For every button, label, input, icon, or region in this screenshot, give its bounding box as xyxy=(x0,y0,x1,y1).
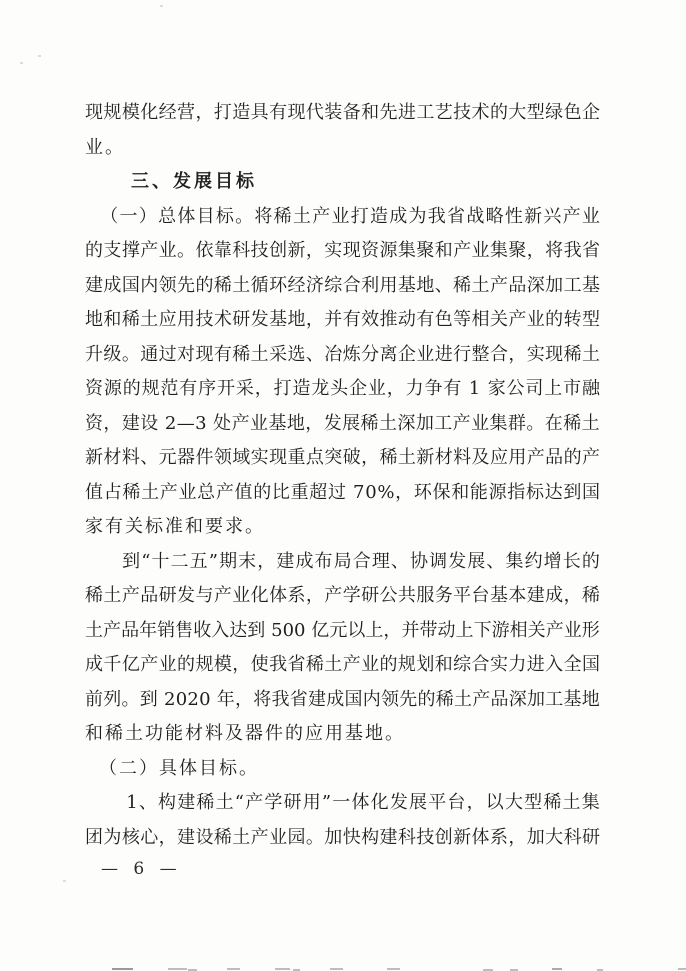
text-line-10: 资 ， 建 设 2 — 3 处 产 业 基 地 ， 发 展 稀 土 深 加 工 产 业 集 群 。 在 稀 土 xyxy=(85,412,600,434)
text-line-19: 和稀土功能材料及器件的应用基地。 xyxy=(85,723,405,744)
scan-speck xyxy=(160,5,163,7)
text-line-5: 的 支 撑 产 业 。 依 靠 科 技 创 新 ， 实 现 资 源 集 聚 和 产 业 集 聚 ， 将 我 省 xyxy=(85,240,600,261)
scan-artifact-dash xyxy=(227,968,240,970)
text-line-22: 团 为 核 心 ， 建 设 稀 土 产 业 园 。 加 快 构 建 科 技 创 新 体 系 ， 加 大 科 研 xyxy=(85,826,600,848)
text-line-15: 稀 土 产 品 研 发 与 产 业 化 体 系 ， 产 学 研 公 共 服 务 平 台 基 本 建 成 ， 稀 xyxy=(85,585,600,606)
scan-speck xyxy=(63,880,66,882)
scan-artifact-dash xyxy=(275,968,290,970)
text-line-13: 家有关标准和要求。 xyxy=(85,516,265,537)
text-line-2: 业。 xyxy=(85,136,125,158)
scan-artifact-dash xyxy=(112,968,133,970)
text-line-1: 现 规 模 化 经 营 ， 打 造 具 有 现 代 装 备 和 先 进 工 艺 技 术 的 大 型 绿 色 企 xyxy=(85,102,600,123)
text-line-9: 资 源 的 规 范 有 序 开 采 ， 打 造 龙 头 企 业 ， 力 争 有 1 家 公 司 上 市 融 xyxy=(85,378,600,399)
scan-speck xyxy=(38,55,41,57)
text-line-7: 地 和 稀 土 应 用 技 术 研 发 基 地 ， 并 有 效 推 动 有 色 等 相 关 产 业 的 转 型 xyxy=(85,309,600,330)
subsection-heading: （二）具体目标。 xyxy=(99,757,259,779)
scan-artifact-dash xyxy=(330,968,343,970)
text-line-11: 新 材 料 、 元 器 件 领 域 实 现 重 点 突 破 ， 稀 土 新 材 料 及 应 用 产 品 的 产 xyxy=(85,447,600,468)
scan-artifact-dash xyxy=(552,968,562,970)
text-line-21: 1 、 构 建 稀 土 “ 产 学 研 用 ” 一 体 化 发 展 平 台 ， 以 大 型 稀 土 集 xyxy=(126,792,600,813)
scan-artifact-dash xyxy=(387,968,400,970)
text-line-12: 值 占 稀 土 产 业 总 产 值 的 比 重 超 过 7 0 % ， 环 保 和 能 源 指 标 达 到 国 xyxy=(85,481,600,503)
text-line-18: 前 列 。 到 2 0 2 0 年 ， 将 我 省 建 成 国 内 领 先 的 稀 土 产 品 深 加 工 基 地 xyxy=(85,688,600,710)
text-line-17: 成 千 亿 产 业 的 规 模 ， 使 我 省 稀 土 产 业 的 规 划 和 综 合 实 力 进 入 全 国 xyxy=(85,654,600,675)
scan-artifact-dash xyxy=(168,968,187,970)
text-line-8: 升 级 。 通 过 对 现 有 稀 土 采 选 、 冶 炼 分 离 企 业 进 行 整 合 ， 实 现 稀 土 xyxy=(85,343,600,365)
text-line-14: 到 “ 十 二 五 ” 期 末 ， 建 成 布 局 合 理 、 协 调 发 展 、 集 约 增 长 的 xyxy=(122,550,600,572)
scan-speck xyxy=(20,62,23,64)
page-number: — 6 — xyxy=(101,859,177,879)
section-heading: 三、发展目标 xyxy=(131,171,257,192)
body-text xyxy=(85,96,600,855)
text-line-16: 土 产 品 年 销 售 收 入 达 到 5 0 0 亿 元 以 上 ， 并 带 动 上 下 游 相 关 产 业 形 xyxy=(85,619,600,641)
text-line-4: （ 一 ） 总 体 目 标 。 将 稀 土 产 业 打 造 成 为 我 省 战 略 性 新 兴 产 业 xyxy=(100,205,600,227)
scan-artifact-dash xyxy=(678,968,686,970)
text-line-6: 建 成 国 内 领 先 的 稀 土 循 环 经 济 综 合 利 用 基 地 、 稀 土 产 品 深 加 工 基 xyxy=(85,274,600,296)
